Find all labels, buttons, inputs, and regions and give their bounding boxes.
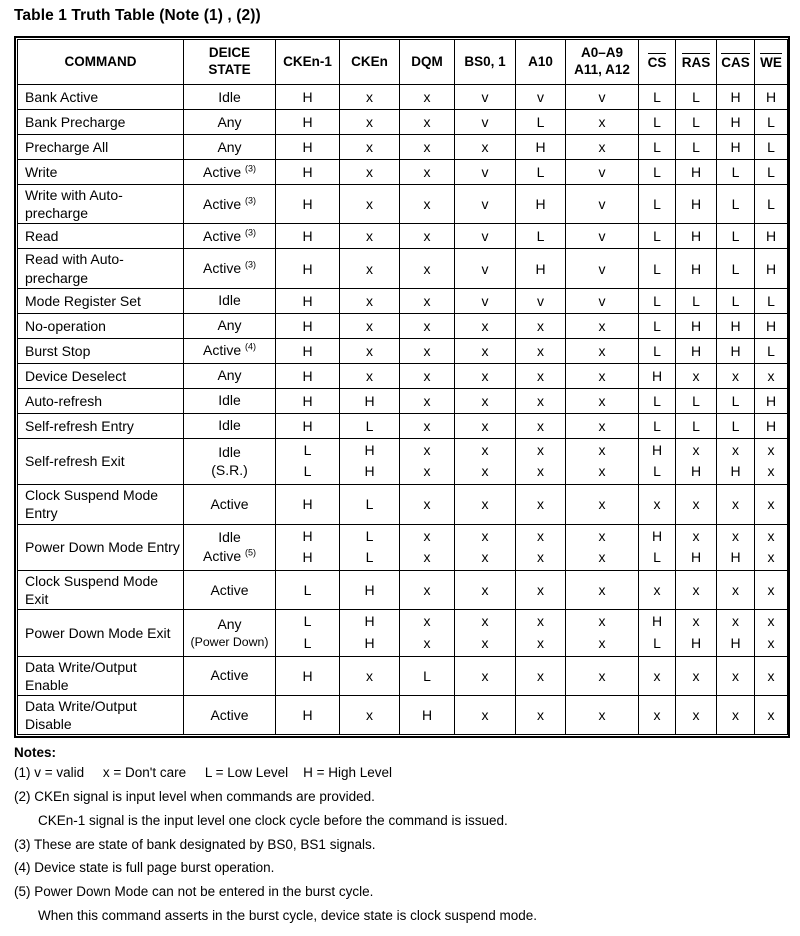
signal-cell: x	[455, 388, 516, 413]
signal-cell: H	[340, 388, 400, 413]
signal-cell: H L	[639, 610, 676, 656]
signal-cell: L	[755, 338, 788, 363]
active-low-signal-label: RAS	[681, 54, 711, 70]
table-row	[18, 656, 788, 695]
signal-cell: x x	[400, 438, 455, 484]
device-state-cell: Active $^{(3)}$	[184, 160, 276, 185]
signal-cell: x	[639, 485, 676, 524]
signal-cell: x	[400, 288, 455, 313]
signal-cell: x	[400, 185, 455, 224]
signal-cell: x x	[566, 438, 639, 484]
signal-cell: x	[676, 363, 717, 388]
command-cell: Clock Suspend Mode Exit	[18, 570, 184, 609]
signal-cell: H	[676, 338, 717, 363]
signal-cell: H	[276, 288, 340, 313]
signal-cell: x	[717, 570, 755, 609]
signal-cell: x	[639, 656, 676, 695]
signal-cell: x	[340, 338, 400, 363]
signal-cell: x	[455, 696, 516, 735]
signal-cell: x x	[455, 610, 516, 656]
signal-cell: x	[455, 485, 516, 524]
column-header-cken: CKEn	[340, 40, 400, 85]
column-header-dqm: DQM	[400, 40, 455, 85]
signal-cell: H	[276, 313, 340, 338]
notes-section	[14, 745, 788, 925]
signal-cell: x	[516, 570, 566, 609]
signal-cell: L	[717, 288, 755, 313]
signal-cell: L	[717, 185, 755, 224]
signal-cell: x x	[400, 524, 455, 570]
signal-cell: L	[516, 224, 566, 249]
signal-cell: x x	[755, 438, 788, 484]
signal-cell: L	[676, 135, 717, 160]
table-row	[18, 249, 788, 288]
signal-cell: x	[340, 185, 400, 224]
column-header-cas	[717, 40, 755, 85]
signal-cell: x	[516, 656, 566, 695]
signal-cell: H	[276, 85, 340, 110]
signal-cell: H	[276, 338, 340, 363]
signal-cell: v	[566, 185, 639, 224]
device-state-cell: Idle	[184, 288, 276, 313]
signal-cell: x	[516, 363, 566, 388]
table-row	[18, 363, 788, 388]
signal-cell: x	[516, 313, 566, 338]
command-cell: Burst Stop	[18, 338, 184, 363]
signal-cell: x	[340, 110, 400, 135]
device-state-cell: Any	[184, 363, 276, 388]
device-state-cell: Idle	[184, 388, 276, 413]
signal-cell: H	[639, 363, 676, 388]
signal-cell: H	[340, 570, 400, 609]
signal-cell: L	[639, 338, 676, 363]
column-header-bs0-1: BS0, 1	[455, 40, 516, 85]
signal-cell: v	[566, 249, 639, 288]
signal-cell: H	[516, 135, 566, 160]
signal-cell: x	[566, 110, 639, 135]
signal-cell: x x	[455, 438, 516, 484]
signal-cell: x	[566, 656, 639, 695]
note-reference: (4)	[245, 341, 256, 352]
signal-cell: x	[755, 696, 788, 735]
signal-cell: H	[276, 363, 340, 388]
note-line: (2) CKEn signal is input level when commands are provided.	[14, 789, 375, 805]
table-row	[18, 524, 788, 570]
signal-cell: v	[455, 224, 516, 249]
signal-cell: x H	[676, 438, 717, 484]
signal-cell: v	[455, 249, 516, 288]
signal-cell: x	[340, 696, 400, 735]
truth-table	[17, 39, 788, 735]
note-reference: (3)	[245, 162, 256, 173]
signal-cell: H	[676, 160, 717, 185]
signal-cell: H	[276, 185, 340, 224]
signal-cell: L	[755, 110, 788, 135]
column-header-cs	[639, 40, 676, 85]
signal-cell: L	[639, 249, 676, 288]
table-row	[18, 160, 788, 185]
signal-cell: H	[276, 696, 340, 735]
table-row	[18, 413, 788, 438]
device-state-cell: Any (Power Down)	[184, 610, 276, 656]
table-row	[18, 185, 788, 224]
signal-cell: x	[340, 224, 400, 249]
device-state-cell: Active	[184, 570, 276, 609]
command-cell: Bank Precharge	[18, 110, 184, 135]
signal-cell: x x	[566, 524, 639, 570]
signal-cell: L	[755, 185, 788, 224]
command-cell: Power Down Mode Exit	[18, 610, 184, 656]
signal-cell: x	[400, 388, 455, 413]
signal-cell: H H	[340, 610, 400, 656]
signal-cell: L	[755, 135, 788, 160]
signal-cell: x	[455, 363, 516, 388]
signal-cell: H	[676, 224, 717, 249]
signal-cell: H	[276, 135, 340, 160]
note-reference: (3)	[245, 195, 256, 206]
signal-cell: v	[566, 224, 639, 249]
device-state-cell: Active $^{(3)}$	[184, 249, 276, 288]
table-row	[18, 313, 788, 338]
signal-cell: x	[400, 160, 455, 185]
signal-cell: v	[455, 85, 516, 110]
signal-cell: H	[717, 110, 755, 135]
signal-cell: L L	[340, 524, 400, 570]
note-line: (4) Device state is full page burst operation.	[14, 860, 275, 876]
signal-cell: H	[676, 313, 717, 338]
active-low-signal-label: CS	[647, 54, 667, 70]
signal-cell: L	[639, 135, 676, 160]
signal-cell: x x	[755, 610, 788, 656]
signal-cell: x	[340, 313, 400, 338]
signal-cell: H	[717, 85, 755, 110]
notes-label: Notes:	[14, 745, 57, 761]
note-line: (1) v = valid x = Don't care L = Low Level H = High Level	[14, 765, 393, 781]
signal-cell: x	[639, 570, 676, 609]
signal-cell: v	[455, 110, 516, 135]
signal-cell: x	[400, 338, 455, 363]
column-header-a0-a9-a11-a12: A0–A9 A11, A12	[566, 40, 639, 85]
page-title: Table 1 Truth Table (Note (1) , (2))	[14, 7, 261, 24]
signal-cell: x	[400, 363, 455, 388]
signal-cell: L	[639, 413, 676, 438]
table-row	[18, 135, 788, 160]
signal-cell: L	[516, 160, 566, 185]
note-line: (3) These are state of bank designated by BS0, BS1 signals.	[14, 836, 376, 852]
signal-cell: x	[717, 485, 755, 524]
signal-cell: L	[717, 413, 755, 438]
column-header-cken-1: CKEn-1	[276, 40, 340, 85]
signal-cell: L	[676, 110, 717, 135]
signal-cell: x	[717, 656, 755, 695]
command-cell: Device Deselect	[18, 363, 184, 388]
signal-cell: H	[755, 249, 788, 288]
table-row	[18, 610, 788, 656]
signal-cell: x	[755, 485, 788, 524]
signal-cell: x x	[455, 524, 516, 570]
table-row	[18, 438, 788, 484]
signal-cell: x H	[676, 524, 717, 570]
command-cell: Power Down Mode Entry	[18, 524, 184, 570]
device-state-cell: Idle Active $^{(5)}$	[184, 524, 276, 570]
device-state-cell: Active	[184, 485, 276, 524]
signal-cell: H	[676, 249, 717, 288]
signal-cell: H	[717, 135, 755, 160]
signal-cell: H	[755, 85, 788, 110]
signal-cell: H	[755, 224, 788, 249]
command-cell: No-operation	[18, 313, 184, 338]
signal-cell: x	[566, 485, 639, 524]
device-state-cell: Active	[184, 696, 276, 735]
signal-cell: L	[717, 388, 755, 413]
table-row	[18, 338, 788, 363]
signal-cell: x	[516, 338, 566, 363]
command-cell: Mode Register Set	[18, 288, 184, 313]
truth-table-head	[18, 40, 788, 85]
signal-cell: L	[400, 656, 455, 695]
signal-cell: x	[400, 85, 455, 110]
table-row	[18, 485, 788, 524]
signal-cell: H	[717, 338, 755, 363]
signal-cell: x	[717, 363, 755, 388]
signal-cell: x	[455, 656, 516, 695]
table-row	[18, 224, 788, 249]
signal-cell: x	[566, 570, 639, 609]
notes-lines	[14, 764, 788, 925]
note-reference: (5)	[245, 547, 256, 558]
note-reference: (3)	[245, 259, 256, 270]
column-header-device-state: DEICE STATE	[184, 40, 276, 85]
signal-cell: L	[676, 388, 717, 413]
signal-cell: x	[455, 338, 516, 363]
signal-cell: L	[676, 85, 717, 110]
signal-cell: H L	[639, 524, 676, 570]
signal-cell: x x	[566, 610, 639, 656]
signal-cell: x	[676, 696, 717, 735]
signal-cell: x	[516, 485, 566, 524]
command-cell: Read	[18, 224, 184, 249]
signal-cell: x	[340, 656, 400, 695]
signal-cell: x	[400, 249, 455, 288]
signal-cell: x	[516, 388, 566, 413]
device-state-cell: Idle	[184, 413, 276, 438]
signal-cell: H	[400, 696, 455, 735]
signal-cell: x H	[717, 438, 755, 484]
signal-cell: x H	[717, 610, 755, 656]
active-low-signal-label: CAS	[721, 54, 750, 70]
truth-table-frame	[14, 36, 790, 738]
device-state-cell: Active $^{(4)}$	[184, 338, 276, 363]
signal-cell: L	[276, 570, 340, 609]
signal-cell: x	[566, 135, 639, 160]
signal-cell: H	[755, 413, 788, 438]
note-reference: (3)	[245, 227, 256, 238]
signal-cell: x	[340, 135, 400, 160]
table-row	[18, 696, 788, 735]
command-cell: Write	[18, 160, 184, 185]
signal-cell: x	[566, 696, 639, 735]
command-cell: Self-refresh Entry	[18, 413, 184, 438]
signal-cell: H	[276, 413, 340, 438]
signal-cell: L	[639, 185, 676, 224]
signal-cell: x H	[717, 524, 755, 570]
column-header-a10: A10	[516, 40, 566, 85]
device-state-cell: Any	[184, 135, 276, 160]
signal-cell: H H	[340, 438, 400, 484]
note-line: (5) Power Down Mode can not be entered in the burst cycle.	[14, 883, 374, 899]
signal-cell: x x	[400, 610, 455, 656]
device-state-cell: Active	[184, 656, 276, 695]
signal-cell: x	[400, 485, 455, 524]
signal-cell: H	[276, 110, 340, 135]
device-state-cell: Any	[184, 110, 276, 135]
signal-cell: H	[276, 388, 340, 413]
signal-cell: x	[676, 485, 717, 524]
signal-cell: v	[455, 185, 516, 224]
signal-cell: x	[755, 656, 788, 695]
signal-cell: x	[755, 363, 788, 388]
note-line: CKEn-1 signal is the input level one clock cycle before the command is issued.	[38, 812, 508, 828]
table-row	[18, 110, 788, 135]
signal-cell: H H	[276, 524, 340, 570]
truth-table-body	[18, 85, 788, 735]
signal-cell: L	[717, 249, 755, 288]
signal-cell: L	[717, 160, 755, 185]
table-row	[18, 85, 788, 110]
signal-cell: L	[639, 313, 676, 338]
signal-cell: x	[566, 363, 639, 388]
signal-cell: x H	[676, 610, 717, 656]
command-cell: Read with Auto-precharge	[18, 249, 184, 288]
note-line: When this command asserts in the burst cycle, device state is clock suspend mode.	[38, 907, 537, 923]
signal-cell: L	[676, 288, 717, 313]
signal-cell: L	[755, 288, 788, 313]
signal-cell: H	[276, 249, 340, 288]
signal-cell: x	[340, 249, 400, 288]
signal-cell: L	[639, 85, 676, 110]
signal-cell: H	[755, 388, 788, 413]
signal-cell: x	[676, 570, 717, 609]
signal-cell: H	[516, 249, 566, 288]
command-cell: Clock Suspend Mode Entry	[18, 485, 184, 524]
signal-cell: x	[340, 363, 400, 388]
signal-cell: v	[566, 160, 639, 185]
signal-cell: x	[516, 696, 566, 735]
device-state-cell: Idle	[184, 85, 276, 110]
signal-cell: x x	[516, 524, 566, 570]
signal-cell: H	[276, 485, 340, 524]
signal-cell: H	[755, 313, 788, 338]
signal-cell: x	[340, 85, 400, 110]
signal-cell: L L	[276, 610, 340, 656]
signal-cell: H	[516, 185, 566, 224]
command-cell: Auto-refresh	[18, 388, 184, 413]
signal-cell: L	[639, 288, 676, 313]
column-header-ras	[676, 40, 717, 85]
signal-cell: x	[717, 696, 755, 735]
signal-cell: H	[276, 224, 340, 249]
signal-cell: x	[755, 570, 788, 609]
signal-cell: H	[717, 313, 755, 338]
signal-cell: v	[516, 85, 566, 110]
signal-cell: x	[400, 224, 455, 249]
signal-cell: x	[400, 110, 455, 135]
signal-cell: x	[455, 313, 516, 338]
signal-cell: x	[676, 656, 717, 695]
signal-cell: x	[455, 570, 516, 609]
header-row	[18, 40, 788, 85]
signal-cell: x	[566, 413, 639, 438]
device-state-cell: Active $^{(3)}$	[184, 185, 276, 224]
signal-cell: L	[755, 160, 788, 185]
signal-cell: x	[340, 160, 400, 185]
signal-cell: x	[566, 388, 639, 413]
signal-cell: H L	[639, 438, 676, 484]
signal-cell: v	[566, 85, 639, 110]
signal-cell: L	[676, 413, 717, 438]
signal-cell: H	[276, 656, 340, 695]
signal-cell: H	[276, 160, 340, 185]
signal-cell: L	[340, 413, 400, 438]
table-row	[18, 570, 788, 609]
command-cell: Write with Auto-precharge	[18, 185, 184, 224]
signal-cell: v	[516, 288, 566, 313]
signal-cell: L L	[276, 438, 340, 484]
signal-cell: x	[516, 413, 566, 438]
signal-cell: H	[676, 185, 717, 224]
column-header-command: COMMAND	[18, 40, 184, 85]
signal-cell: L	[639, 110, 676, 135]
signal-cell: v	[566, 288, 639, 313]
signal-cell: L	[717, 224, 755, 249]
column-header-we	[755, 40, 788, 85]
signal-cell: x	[400, 570, 455, 609]
signal-cell: x	[455, 135, 516, 160]
command-cell: Data Write/Output Enable	[18, 656, 184, 695]
signal-cell: L	[639, 224, 676, 249]
signal-cell: x	[639, 696, 676, 735]
signal-cell: x x	[516, 438, 566, 484]
table-row	[18, 288, 788, 313]
signal-cell: x x	[516, 610, 566, 656]
signal-cell: L	[639, 160, 676, 185]
device-state-cell: Idle (S.R.)	[184, 438, 276, 484]
signal-cell: x x	[755, 524, 788, 570]
signal-cell: v	[455, 160, 516, 185]
table-row	[18, 388, 788, 413]
signal-cell: v	[455, 288, 516, 313]
command-cell: Self-refresh Exit	[18, 438, 184, 484]
signal-cell: x	[566, 338, 639, 363]
command-cell: Data Write/Output Disable	[18, 696, 184, 735]
signal-cell: x	[400, 413, 455, 438]
signal-cell: L	[340, 485, 400, 524]
signal-cell: x	[455, 413, 516, 438]
signal-cell: x	[400, 135, 455, 160]
signal-cell: L	[639, 388, 676, 413]
command-cell: Precharge All	[18, 135, 184, 160]
signal-cell: x	[340, 288, 400, 313]
device-state-cell: Any	[184, 313, 276, 338]
signal-cell: x	[566, 313, 639, 338]
active-low-signal-label: WE	[760, 54, 782, 70]
device-state-cell: Active $^{(3)}$	[184, 224, 276, 249]
signal-cell: x	[400, 313, 455, 338]
command-cell: Bank Active	[18, 85, 184, 110]
signal-cell: L	[516, 110, 566, 135]
